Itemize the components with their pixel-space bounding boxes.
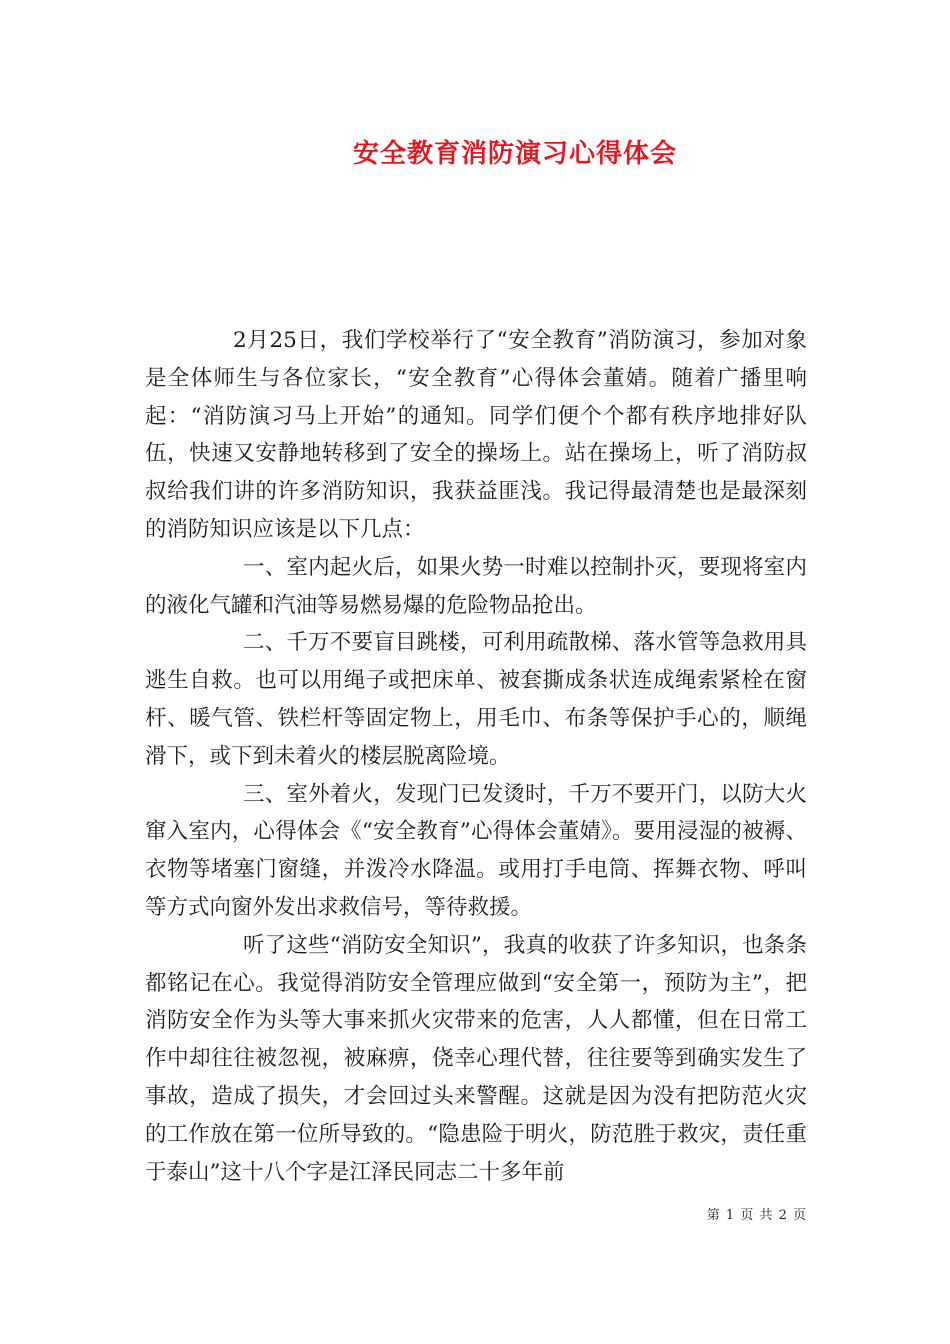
paragraph-point-one: 一、室内起火后，如果火势一时难以控制扑灭，要现将室内的液化气罐和汽油等易燃易爆的危险物品抢出。 xyxy=(145,554,807,618)
paragraph-reflection: 听了这些“消防安全知识”，我真的收获了许多知识，也条条都铭记在心。我觉得消防安全管理应做到“安全第一，预防为主”，把消防安全作为头等大事来抓火灾带来的危害，人人都懂，但在日常工作中却往往被忽视，被麻痹，侥幸心理代替，往往要等到确实发生了事故，造成了损失，才会回过头来警醒。这就是因为没有把防范火灾的工作放在第一位所导致的。“隐患险于明火，防范胜于救灾，责任重于泰山”这十八个字是江泽民同志二十多年前 xyxy=(145,932,807,1185)
paragraph-point-two: 二、千万不要盲目跳楼，可利用疏散梯、落水管等急救用具逃生自救。也可以用绳子或把床单、被套撕成条状连成绳索紧栓在窗杆、暖气管、铁栏杆等固定物上，用毛巾、布条等保护手心的，顺绳滑下，或下到未着火的楼层脱离险境。 xyxy=(145,630,807,769)
paragraph-intro: 2月25日，我们学校举行了“安全教育”消防演习，参加对象是全体师生与各位家长，“安全教育”心得体会董婧。随着广播里响起：“消防演习马上开始”的通知。同学们便个个都有秩序地排好队伍，快速又安静地转移到了安全的操场上。站在操场上，听了消防叔叔给我们讲的许多消防知识，我获益匪浅。我记得最清楚也是最深刻的消防知识应该是以下几点： xyxy=(145,328,807,542)
paragraph-point-three: 三、室外着火，发现门已发烫时，千万不要开门，以防大火窜入室内，心得体会《“安全教育”心得体会董婧》。要用浸湿的被褥、衣物等堵塞门窗缝，并泼冷水降温。或用打手电筒、挥舞衣物、呼叫等方式向窗外发出求救信号，等待救援。 xyxy=(145,781,807,920)
page-number-footer: 第 1 页 共 2 页 xyxy=(706,1208,807,1223)
document-body xyxy=(145,322,807,1191)
document-title: 安全教育消防演习心得体会 xyxy=(352,139,677,169)
